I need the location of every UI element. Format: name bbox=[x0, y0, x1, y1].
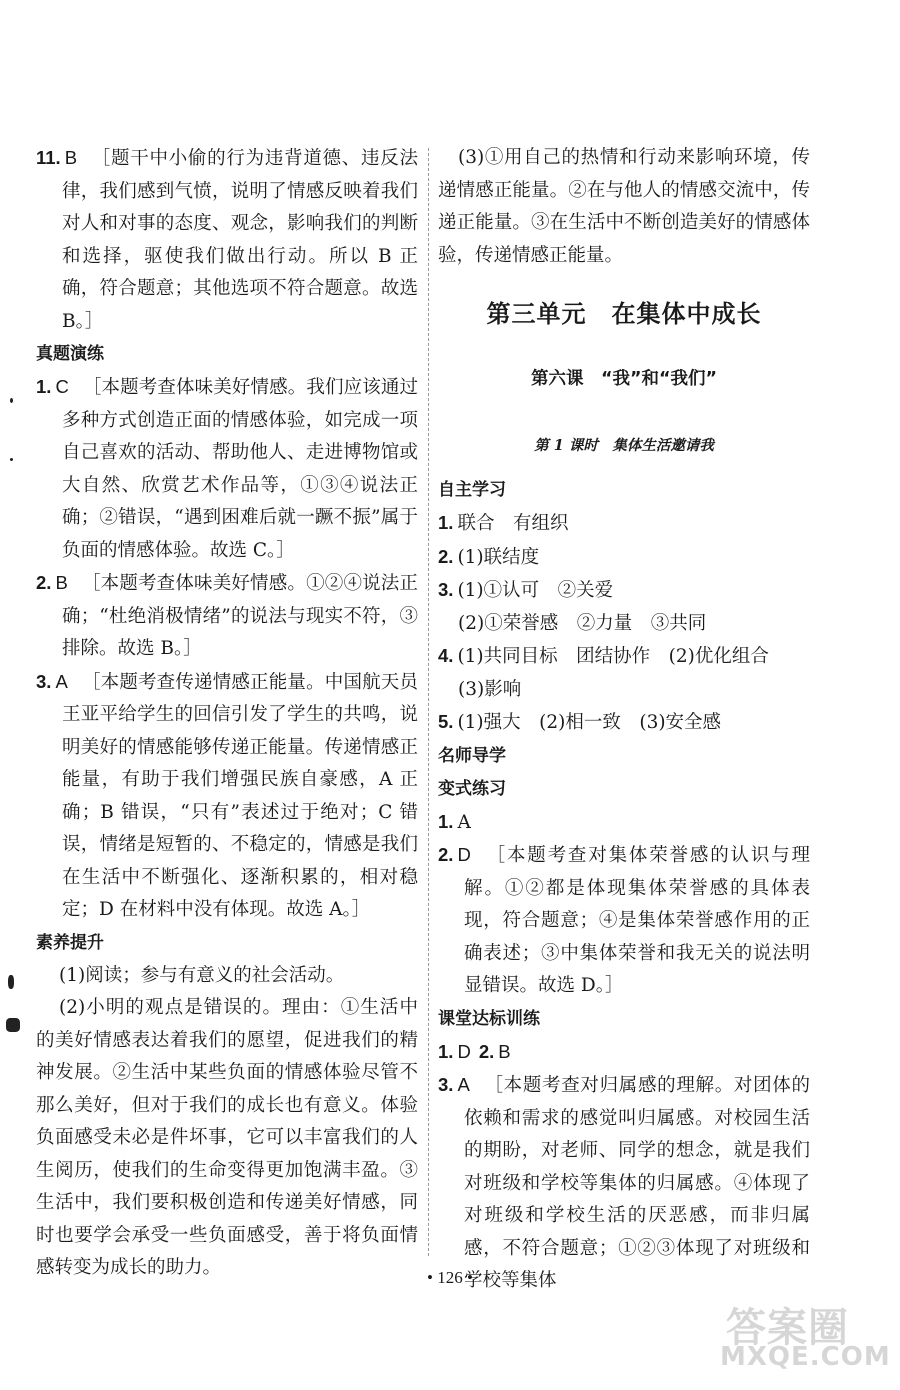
section-heading-mingshi: 名师导学 bbox=[438, 745, 506, 766]
page-number: • 126 • bbox=[427, 1268, 473, 1287]
section-heading-zizhu: 自主学习 bbox=[438, 480, 506, 500]
right-column bbox=[438, 142, 810, 1298]
answer-zt3: 3. A ［本题考查传递情感正能量。中国航天员王亚平给学生的回信引发了学生的共鸣，说明美好的情感能够传递正能量。传递情感正能量，有助于我们增强民族自豪感，A 正确；B 错误，“只有”表述过于绝对；C 错误，情绪是短暂的、不稳定的，情感是我们在生活中不断强化、逐渐积累的，相对稳定；D 在材料中没有体现。故选 A。］ bbox=[36, 670, 418, 920]
section-heading-suyang: 素养提升 bbox=[36, 932, 104, 953]
scan-mark bbox=[10, 458, 13, 461]
answer-sy2: (2)小明的观点是错误的。理由：①生活中的美好情感表达着我们的愿望，促进我们的精神发展。②生活中某些负面的情感体验尽管不那么美好，但对于我们的成长也有意义。体验负面感受未必是件坏事，它可以丰富我们的人生阅历，使我们的生命变得更加饱满丰盈。③生活中，我们要积极创造和传递美好情感，同时也要学会承受一些负面感受，善于将负面情感转变为成长的助力。 bbox=[36, 997, 418, 1278]
answer-zt2: 2. B ［本题考查体味美好情感。①②④说法正确；“杜绝消极情绪”的说法与现实不符，③排除。故选 B。］ bbox=[36, 572, 418, 659]
scan-mark bbox=[8, 975, 14, 989]
column-divider bbox=[428, 148, 429, 1256]
lesson-title: 第六课 “我”和“我们” bbox=[530, 369, 717, 389]
scan-mark bbox=[10, 398, 13, 403]
answer-zz4b: (3)影响 bbox=[458, 678, 522, 700]
answer-sy3: (3)①用自己的热情和行动来影响环境，传递情感正能量。②在与他人的情感交流中，传递正能量。③在生活中不断创造美好的情感体验，传递情感正能量。 bbox=[438, 147, 810, 266]
watermark-url: MXQE.COM bbox=[720, 1342, 891, 1372]
answer-bs1: 1. A bbox=[438, 810, 471, 833]
scan-mark bbox=[6, 1018, 20, 1032]
unit-title: 第三单元 在集体中成长 bbox=[486, 300, 762, 328]
answer-zz3: 3. (1)①认可 ②关爱 bbox=[438, 579, 614, 601]
answer-11: 11. B ［题干中小偷的行为违背道德、违反法律，我们感到气愤，说明了情感反映着我们对人和对事的态度、观念，影响我们的判断和选择，驱使我们做出行动。所以 B 正确，符合题意；其他选项不符合题意。故选 B。］ bbox=[36, 147, 418, 332]
answer-zz1: 1. 联合 有组织 bbox=[438, 512, 569, 534]
answer-kt3: 3. A ［本题考查对归属感的理解。对团体的依赖和需求的感觉叫归属感。对校园生活的期盼，对老师、同学的想念，就是我们对班级和学校等集体的归属感。④体现了对班级和学校生活的厌恶感，而非归属感，不符合题意；①②③体现了对班级和学校等集体 bbox=[438, 1074, 810, 1291]
section-heading-ketang: 课堂达标训练 bbox=[438, 1008, 540, 1029]
section-heading-zhenti: 真题演练 bbox=[36, 344, 104, 364]
answer-zz4: 4. (1)共同目标 团结协作 (2)优化组合 bbox=[438, 645, 769, 667]
answer-sy1: (1)阅读；参与有意义的社会活动。 bbox=[59, 964, 345, 986]
answer-kt12: 1. D 2. B bbox=[438, 1040, 511, 1062]
section-heading-bianshi: 变式练习 bbox=[438, 778, 506, 799]
watermark-logo: 答案圈 bbox=[726, 1305, 849, 1351]
answer-zt1: 1. C ［本题考查体味美好情感。我们应该通过多种方式创造正面的情感体验，如完成一项自己喜欢的活动、帮助他人、走进博物馆或大自然、欣赏艺术作品等，①③④说法正确；②错误，“遇到困难后就一蹶不振”属于负面的情感体验。故选 C。］ bbox=[36, 376, 418, 561]
answer-zz3b: (2)①荣誉感 ②力量 ③共同 bbox=[458, 612, 707, 634]
answer-zz2: 2. (1)联结度 bbox=[438, 545, 540, 568]
answer-bs2: 2. D ［本题考查对集体荣誉感的认识与理解。①②都是体现集体荣誉感的具体表现，符合题意；④是集体荣誉感作用的正确表述；③中集体荣誉和我无关的说法明显错误。故选 D。］ bbox=[438, 844, 810, 996]
left-column bbox=[36, 142, 418, 1285]
answer-zz5: 5. (1)强大 (2)相一致 (3)安全感 bbox=[438, 711, 722, 733]
period-title: 第 1 课时 集体生活邀请我 bbox=[534, 437, 714, 454]
